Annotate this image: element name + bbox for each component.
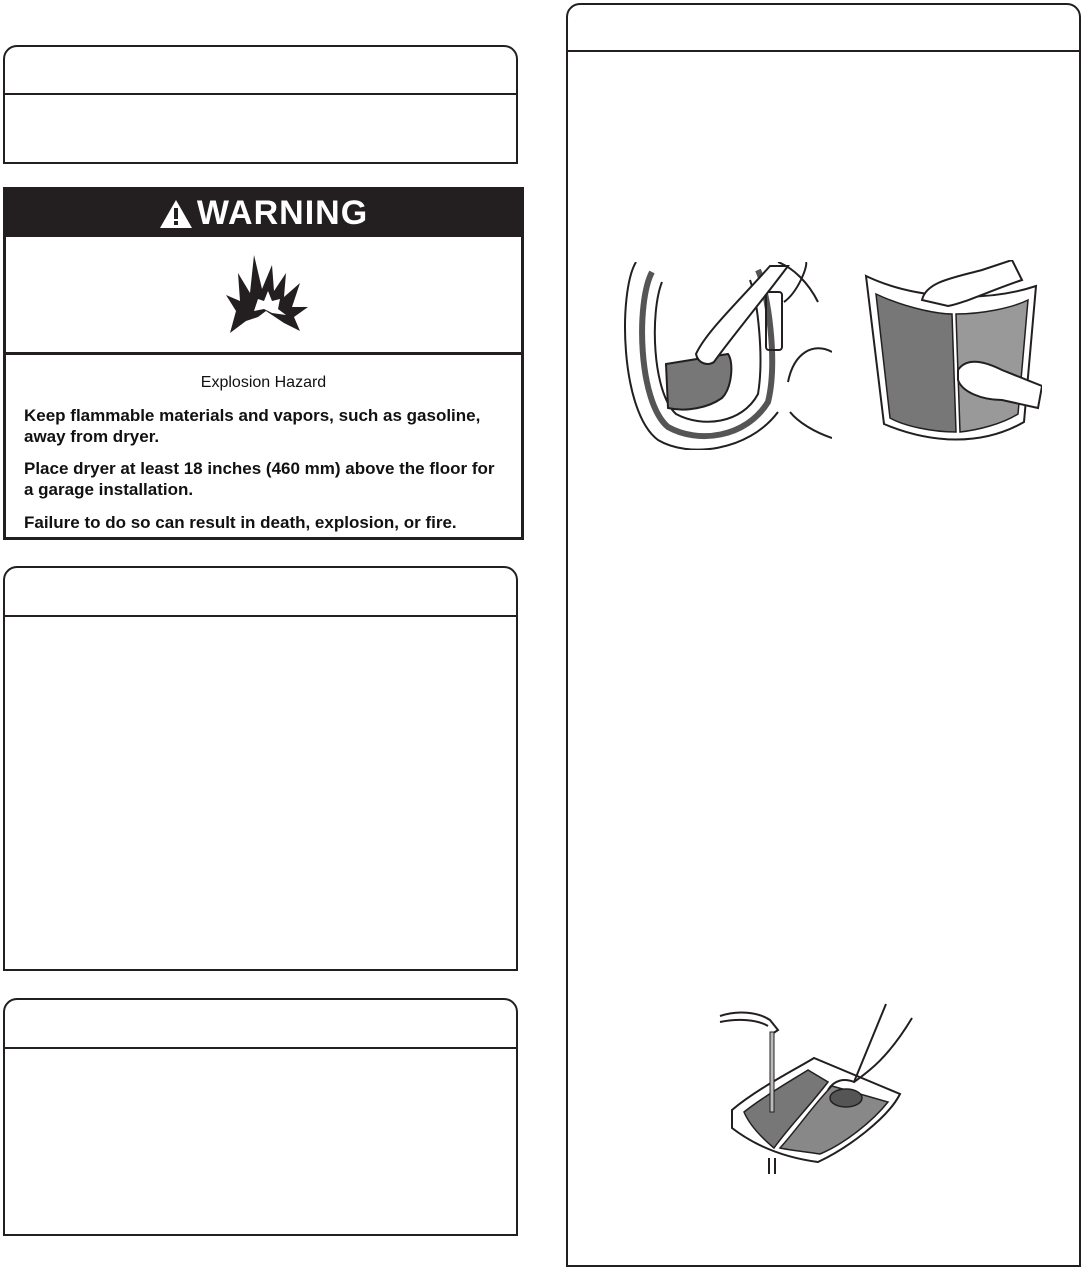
section-box-2 [3,566,518,971]
dryer-door-lint-screen-illustration [618,262,832,450]
warning-banner [6,190,521,237]
warning-triangle-icon [159,199,193,229]
section-box-1-header [5,47,516,95]
warning-line-3: Failure to do so can result in death, explosion, or fire. [24,513,457,532]
section-box-3-header [5,1000,516,1049]
lint-screen-removal-illustration [852,260,1042,446]
warning-panel [3,187,524,540]
hazard-title: Explosion Hazard [200,374,327,391]
lint-screen-washing-illustration [718,998,914,1174]
section-box-4-header [568,5,1079,52]
explosion-icon [224,251,309,336]
warning-label: WARNING [196,194,369,232]
section-box-3 [3,998,518,1236]
warning-line-1: Keep flammable materials and vapors, such as gasoline, away from dryer. [24,406,481,446]
section-box-1 [3,45,518,164]
warning-icon-row [6,237,521,355]
warning-line-2: Place dryer at least 18 inches (460 mm) above the floor for a garage installation. [24,459,495,499]
section-box-2-header [5,568,516,617]
